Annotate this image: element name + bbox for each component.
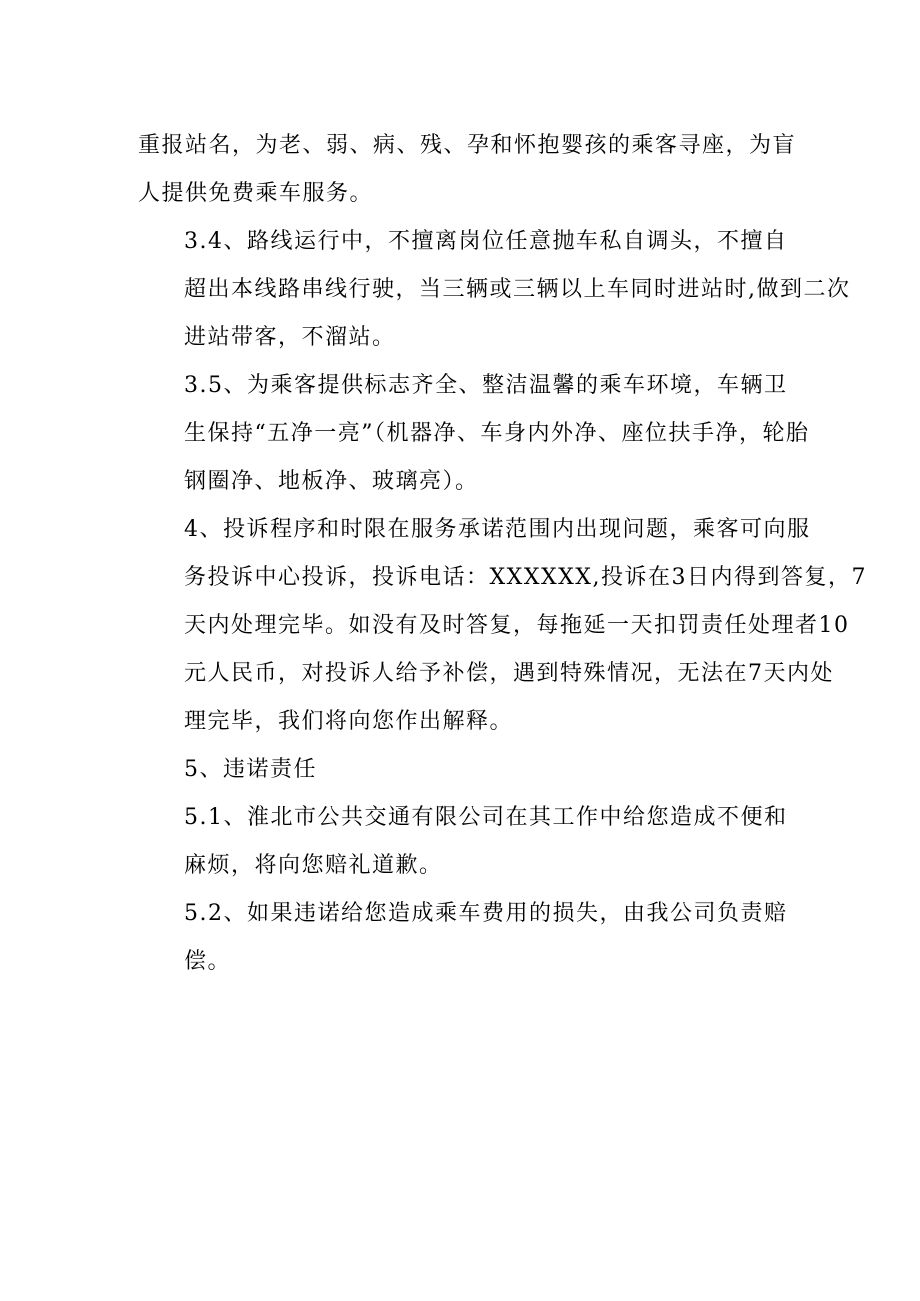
text-line: 超出本线路串线行驶，当三辆或三辆以上车同时进站时,做到二次 (184, 277, 851, 302)
text-line: 3.4、路线运行中，不擅离岗位任意抛车私自调头，不擅自 (184, 229, 788, 254)
paragraph-4-complaints (138, 506, 867, 746)
paragraph-service-continued (138, 122, 797, 218)
text-line: 5.2、如果违诺给您造成乘车费用的损失，由我公司负责赔 (184, 901, 788, 926)
text-line: 天内处理完毕。如没有及时答复，每拖延一天扣罚责任处理者10 (184, 613, 850, 638)
text-line: 偿。 (184, 949, 232, 974)
paragraph-3-5 (138, 362, 810, 506)
text-line: 钢圈净、地板净、玻璃亮）。 (184, 469, 479, 494)
text-line: 4、投诉程序和时限在服务承诺范围内出现问题，乘客可向服 (184, 517, 811, 542)
text-line: 理完毕，我们将向您作出解释。 (184, 709, 514, 734)
paragraph-5-1 (138, 794, 790, 890)
section-heading-5 (138, 746, 790, 794)
text-line: 5、违诺责任 (184, 757, 317, 782)
document-body (138, 122, 867, 986)
text-line: 务投诉中心投诉，投诉电话：XXXXXX,投诉在3日内得到答复，7 (184, 565, 867, 590)
text-line: 麻烦，将向您赔礼道歉。 (184, 853, 443, 878)
text-line: 人提供免费乘车服务。 (138, 181, 374, 206)
text-line: 生保持“五净一亮”（机器净、车身内外净、座位扶手净，轮胎 (184, 421, 810, 446)
text-line: 重报站名，为老、弱、病、残、孕和怀抱婴孩的乘客寻座，为盲 (138, 133, 797, 158)
text-line: 3.5、为乘客提供标志齐全、整洁温馨的乘车环境，车辆卫 (184, 373, 788, 398)
text-line: 元人民币，对投诉人给予补偿，遇到特殊情况，无法在7天内处 (184, 661, 834, 686)
text-line: 5.1、淮北市公共交通有限公司在其工作中给您造成不便和 (184, 805, 788, 830)
paragraph-5-2 (138, 890, 790, 986)
text-line: 进站带客，不溜站。 (184, 325, 396, 350)
paragraph-3-4 (138, 218, 851, 362)
